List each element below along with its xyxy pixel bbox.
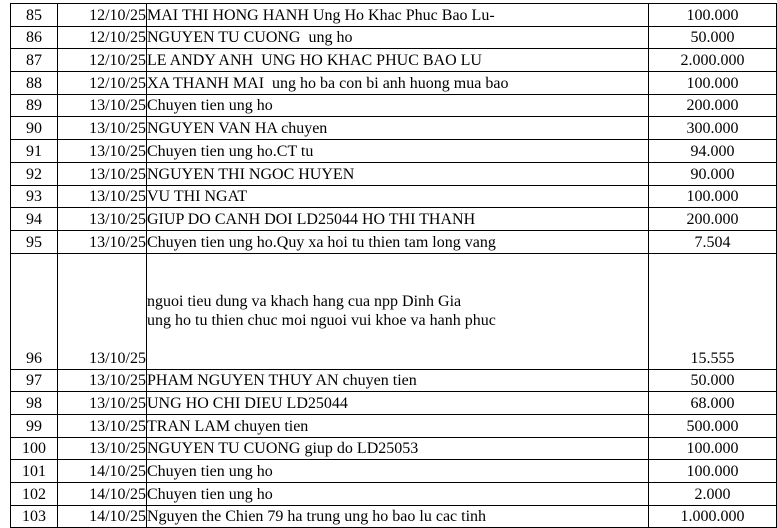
row-number: 102 bbox=[11, 483, 58, 506]
row-date: 14/10/25 bbox=[58, 483, 147, 506]
row-amount: 100.000 bbox=[649, 4, 777, 27]
table-row bbox=[11, 230, 777, 253]
row-description: NGUYEN THI NGOC HUYEN bbox=[147, 162, 649, 185]
table-row bbox=[11, 369, 777, 392]
row-number: 87 bbox=[11, 49, 58, 72]
row-number: 103 bbox=[11, 505, 58, 528]
row-amount: 94.000 bbox=[649, 140, 777, 163]
row-amount: 100.000 bbox=[649, 72, 777, 95]
row-date: 12/10/25 bbox=[58, 4, 147, 27]
row-description-line: ung ho tu thien chuc moi nguoi vui khoe va hanh phuc bbox=[147, 311, 496, 329]
row-date: 13/10/25 bbox=[58, 369, 147, 392]
row-description: UNG HO CHI DIEU LD25044 bbox=[147, 392, 649, 415]
row-date: 13/10/25 bbox=[58, 437, 147, 460]
row-number: 90 bbox=[11, 117, 58, 140]
row-number: 85 bbox=[11, 4, 58, 27]
row-description: LE ANDY ANH UNG HO KHAC PHUC BAO LU bbox=[147, 49, 649, 72]
donation-table bbox=[10, 3, 777, 528]
row-number: 86 bbox=[11, 26, 58, 49]
row-number: 101 bbox=[11, 460, 58, 483]
table-row bbox=[11, 437, 777, 460]
row-amount: 100.000 bbox=[649, 437, 777, 460]
row-amount: 200.000 bbox=[649, 94, 777, 117]
row-date: 13/10/25 bbox=[58, 392, 147, 415]
row-amount: 500.000 bbox=[649, 414, 777, 437]
row-description-line: nguoi tieu dung va khach hang cua npp Dinh Gia bbox=[147, 292, 462, 310]
row-amount: 2.000.000 bbox=[649, 49, 777, 72]
row-amount: 50.000 bbox=[649, 26, 777, 49]
table-row bbox=[11, 162, 777, 185]
row-amount: 50.000 bbox=[649, 369, 777, 392]
row-description: GIUP DO CANH DOI LD25044 HO THI THANH bbox=[147, 208, 649, 231]
row-date: 12/10/25 bbox=[58, 49, 147, 72]
table-row bbox=[11, 72, 777, 95]
row-number: 97 bbox=[11, 369, 58, 392]
row-description: TRAN LAM chuyen tien bbox=[147, 414, 649, 437]
row-description: NGUYEN VAN HA chuyen bbox=[147, 117, 649, 140]
table-row bbox=[11, 483, 777, 506]
row-date: 12/10/25 bbox=[58, 72, 147, 95]
table-row bbox=[11, 253, 777, 369]
row-number: 99 bbox=[11, 414, 58, 437]
row-description: Chuyen tien ung ho bbox=[147, 483, 649, 506]
table-row bbox=[11, 208, 777, 231]
row-amount: 1.000.000 bbox=[649, 505, 777, 528]
row-description: XA THANH MAI ung ho ba con bi anh huong mua bao bbox=[147, 72, 649, 95]
row-date: 13/10/25 bbox=[58, 117, 147, 140]
row-date: 13/10/25 bbox=[58, 253, 147, 369]
row-amount: 7.504 bbox=[649, 230, 777, 253]
table-row bbox=[11, 94, 777, 117]
row-amount: 300.000 bbox=[649, 117, 777, 140]
row-date: 13/10/25 bbox=[58, 414, 147, 437]
row-amount: 90.000 bbox=[649, 162, 777, 185]
row-number: 92 bbox=[11, 162, 58, 185]
row-number: 96 bbox=[11, 253, 58, 369]
row-amount: 200.000 bbox=[649, 208, 777, 231]
donation-table-body bbox=[11, 4, 777, 528]
row-description: VU THI NGAT bbox=[147, 185, 649, 208]
row-amount: 100.000 bbox=[649, 185, 777, 208]
row-number: 98 bbox=[11, 392, 58, 415]
table-row bbox=[11, 4, 777, 27]
row-number: 93 bbox=[11, 185, 58, 208]
row-amount: 68.000 bbox=[649, 392, 777, 415]
row-date: 13/10/25 bbox=[58, 185, 147, 208]
table-row bbox=[11, 392, 777, 415]
row-date: 13/10/25 bbox=[58, 230, 147, 253]
row-description: NGUYEN TU CUONG giup do LD25053 bbox=[147, 437, 649, 460]
row-date: 14/10/25 bbox=[58, 505, 147, 528]
row-description: Chuyen tien ung ho bbox=[147, 460, 649, 483]
row-date: 12/10/25 bbox=[58, 26, 147, 49]
row-amount: 100.000 bbox=[649, 460, 777, 483]
row-description: PHAM NGUYEN THUY AN chuyen tien bbox=[147, 369, 649, 392]
row-number: 91 bbox=[11, 140, 58, 163]
row-description: Chuyen tien ung ho bbox=[147, 94, 649, 117]
table-row bbox=[11, 505, 777, 528]
table-row bbox=[11, 117, 777, 140]
row-description: Nguyen the Chien 79 ha trung ung ho bao lu cac tinh bbox=[147, 505, 649, 528]
row-description bbox=[147, 253, 649, 369]
row-amount: 2.000 bbox=[649, 483, 777, 506]
row-number: 94 bbox=[11, 208, 58, 231]
row-number: 88 bbox=[11, 72, 58, 95]
table-row bbox=[11, 26, 777, 49]
table-row bbox=[11, 414, 777, 437]
row-date: 13/10/25 bbox=[58, 140, 147, 163]
row-description: MAI THI HONG HANH Ung Ho Khac Phuc Bao Lu- bbox=[147, 4, 649, 27]
table-row bbox=[11, 185, 777, 208]
row-description: Chuyen tien ung ho.CT tu bbox=[147, 140, 649, 163]
table-row bbox=[11, 140, 777, 163]
row-date: 13/10/25 bbox=[58, 94, 147, 117]
row-amount: 15.555 bbox=[649, 253, 777, 369]
table-row bbox=[11, 460, 777, 483]
row-number: 95 bbox=[11, 230, 58, 253]
row-date: 13/10/25 bbox=[58, 162, 147, 185]
table-row bbox=[11, 49, 777, 72]
row-description: Chuyen tien ung ho.Quy xa hoi tu thien tam long vang bbox=[147, 230, 649, 253]
row-description: NGUYEN TU CUONG ung ho bbox=[147, 26, 649, 49]
row-number: 89 bbox=[11, 94, 58, 117]
row-date: 13/10/25 bbox=[58, 208, 147, 231]
row-date: 14/10/25 bbox=[58, 460, 147, 483]
row-number: 100 bbox=[11, 437, 58, 460]
